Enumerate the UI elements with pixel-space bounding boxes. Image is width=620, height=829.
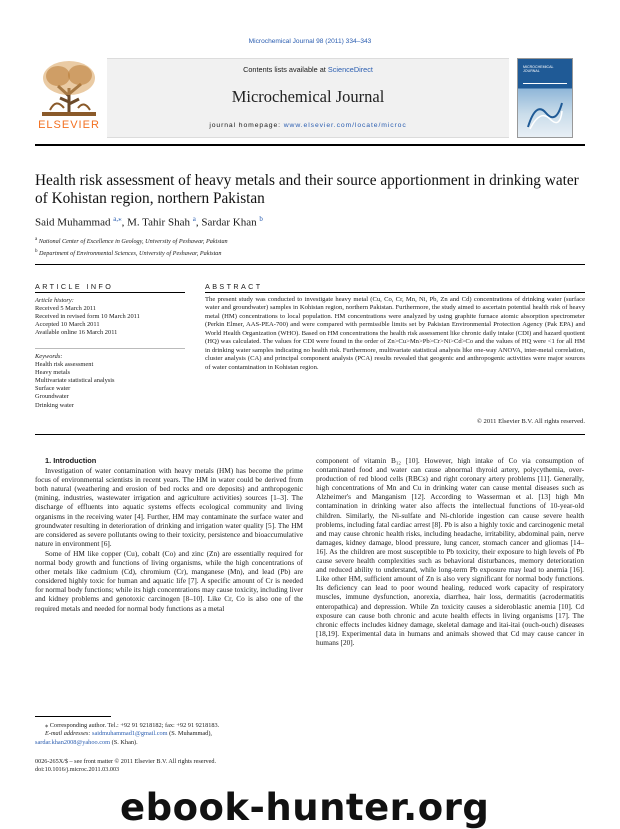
homepage-link[interactable]: www.elsevier.com/locate/microc [283, 122, 407, 129]
keyword: Groundwater [35, 393, 69, 401]
author-separator: , [121, 216, 128, 229]
homepage-prefix: journal homepage: [209, 122, 284, 129]
footnotes [35, 722, 303, 747]
abstract-label: ABSTRACT [205, 282, 263, 291]
keyword: Multivariate statistical analysis [35, 377, 115, 385]
tree-icon [38, 58, 100, 118]
author-marks[interactable]: a [192, 215, 196, 223]
footnote-rule [35, 716, 111, 717]
history-entry: Available online 16 March 2011 [35, 329, 118, 337]
affiliation-list [35, 235, 228, 258]
abstract-rule [205, 292, 585, 293]
sciencedirect-link[interactable]: ScienceDirect [327, 65, 373, 74]
email-owner: (S. Khan). [111, 738, 138, 746]
history-entry: Received in revised form 10 March 2011 [35, 313, 140, 321]
history-heading: Article history: [35, 297, 74, 304]
doi-link[interactable]: doi:10.1016/j.microc.2011.03.003 [35, 766, 120, 774]
section-rule [35, 434, 585, 435]
body-paragraph: Investigation of water contamination with heavy metals (HM) has become the prime focus of environmental scientists in recent years. The HM in water could be derived from both natural (weathering and erosion of bed rocks and ore deposits) and anthropogenic (mining, industries, wastewater irrigation and agriculture activities) sources [1–3]. The discharge of effluents into aquatic systems effects ecological community and living organisms in the receiving water [4]. Further, HM may contaminate the surface water and groundwater resulting in deterioration of drinking and irrigation water quality [5]. The HM are considered as severe pollutants owing to their toxicity, persistence and bioaccumulative nature in environment [6]. [35, 466, 303, 548]
email-label: E-mail addresses: [45, 730, 91, 738]
cover-title: MICROCHEMICAL JOURNAL [523, 65, 554, 74]
corresponding-author-note: ⁎ Corresponding author. Tel.: +92 91 9218182; fax: +92 91 9218183. [45, 722, 220, 729]
journal-title-box [107, 58, 509, 138]
publisher-wordmark: ELSEVIER [38, 119, 100, 131]
email-note [35, 739, 303, 747]
article-history [35, 297, 185, 337]
issn-line: 0026-265X/$ – see front matter © 2011 Elsevier B.V. All rights reserved. [35, 758, 217, 765]
author-name[interactable]: Said Muhammad [35, 216, 111, 229]
author-list [35, 215, 263, 229]
body-paragraph: Some of HM like copper (Cu), cobalt (Co) and zinc (Zn) are essentially required for normal body growth and functions of living organisms, while the high concentrations of other metals like cadmium (Cd), chromium (Cr), manganese (Mn), and lead (Pb) are considered highly toxic for human and aquatic life [7]. A specific amount of Cr is needed for normal body functions; while its high concentrations may cause toxicity, including liver and kidney problems and genotoxic carcinogen [8–10]. Like Cr, Co is also one of the required metals and needed for normal body functions as a metal [35, 548, 303, 613]
abstract-copyright: © 2011 Elsevier B.V. All rights reserved. [476, 418, 585, 425]
email-link[interactable]: sardar.khan2008@yahoo.com [35, 738, 111, 746]
affiliation-text: National Center of Excellence in Geology, University of Peshawar, Pakistan [38, 238, 228, 246]
affiliation-mark: b [35, 248, 38, 254]
affiliation [35, 247, 228, 259]
info-divider [35, 348, 185, 349]
email-note [35, 730, 303, 738]
body-column-left [35, 456, 303, 614]
contents-prefix: Contents lists available at [243, 65, 328, 74]
affiliation-text: Department of Environmental Sciences, University of Peshawar, Pakistan [39, 249, 222, 257]
issn-doi [35, 758, 303, 774]
author-separator: , [195, 216, 202, 229]
author-name[interactable]: M. Tahir Shah [127, 216, 190, 229]
journal-cover-thumbnail [517, 58, 573, 138]
homepage-line [107, 122, 509, 129]
affiliation-mark: a [35, 237, 38, 242]
journal-title: Microchemical Journal [231, 87, 385, 106]
keywords [35, 353, 185, 410]
history-entry: Accepted 10 March 2011 [35, 321, 100, 329]
keyword: Drinking water [35, 401, 74, 409]
article-info-rule [35, 292, 185, 293]
abstract-text: The present study was conducted to investigate heavy metal (Cu, Co, Cr, Mn, Ni, Pb, Zn and Cd) concentrations of drinking water (surface water and groundwater) samples in Kohistan region, northern Pakistan. Furthermore, the study aimed to ascertain potential health risk of heavy metal (HM) concentrations to local population. HM concentrations were analyzed by using graphite furnace atomic absorption spectrometer (Perkin Elmer, AAS-PEA-700) and were compared with permissible limits set by Pakistan Environmental Protection Agency (Pak EPA) and World Health Organization (WHO). Based on HM concentrations the health risk assessment like chronic daily intake (CDI) and hazard quotient (HQ) was calculated. The values for CDI were found in the order of Zn>Cu>Mn>Pb>Cr>Ni>Cd>Co and the values of HQ were <1 for all HM in drinking water samples indicating no health risk. Furthermore, multivariate statistical analysis like one-way ANOVA, inter-metal correlation, cluster analysis (CA) and principal component analysis (PCA) results revealed that geogenic and anthropogenic activities were major sources of water contamination in Kohistan region. [205, 296, 585, 371]
article-title: Health risk assessment of heavy metals and their source apportionment in drinking water of Kohistan region, northern Pakistan [35, 172, 579, 207]
author-marks[interactable]: a,⁎ [113, 215, 122, 223]
journal-citation[interactable]: Microchemical Journal 98 (2011) 334–343 [248, 38, 372, 45]
body-paragraph: component of vitamin B₁₂ [10]. However, high intake of Co via consumption of contaminated food and water can cause abnormal thyroid artery, polycythemia, over-production of red blood cells (RBCs) and right coronary artery problems [11]. Generally, high concentrations of Mn and Cu in drinking water can cause mental diseases such as Alzheimer's and Manganism [12]. According to Wasserman et al. [13] high Mn contamination in drinking water also affects the intellectual functions of 10-year-old children. Similarly, the Ni-sulfate and Ni-chloride ingestion can cause severe health problems, including fatal cardiac arrest [8]. Pb is also a highly toxic and carcinogenic metal and may cause chronic health risks, including headache, irritability, abdominal pain, nerve damages, kidney damage, blood pressure, lung cancer, stomach cancer and gliomas [14–16]. As the children are most susceptible to Pb toxicity, their exposure to high levels of Pb cause severe health complexities such as behavioral disturbances, memory deterioration and reduced ability to understand, while long-term Pb exposure may lead to anemia [16]. Like other HM, sufficient amount of Zn is also very significant for normal body functions. Its deficiency can lead to poor wound healing, reduced work capacity of respiratory muscles, immune dysfunction, anorexia, diarrhea, hair loss, dermatitis (acrodermatitis enteropathica) and depression. While Zn toxicity causes a sideroblastic anemia [10]. Cd exposure can cause both chronic and acute health effects in living organisms [17]. The chronic effects includes kidney damage, skeletal damage and itai-itai (ouch-ouch) diseases [18,19]. Experimental data in humans and animals showed that Cd may cause cancer in humans [20]. [316, 456, 584, 647]
section-rule [35, 264, 585, 265]
affiliation [35, 235, 228, 247]
email-link[interactable]: saidmuhammad1@gmail.com [92, 730, 168, 738]
cover-swirl-icon [526, 97, 564, 131]
section-heading: 1. Introduction [45, 456, 97, 465]
elsevier-logo [35, 58, 103, 136]
cover-divider [523, 83, 567, 84]
article-info-label: ARTICLE INFO [35, 282, 114, 291]
keyword: Health risk assessment [35, 361, 94, 369]
author-name[interactable]: Sardar Khan [201, 216, 257, 229]
masthead-rule [35, 144, 585, 146]
keyword: Heavy metals [35, 369, 70, 377]
masthead [35, 58, 585, 138]
author-marks[interactable]: b [259, 215, 263, 223]
watermark: ebook-hunter.org [120, 786, 490, 829]
email-owner: (S. Muhammad), [169, 730, 213, 738]
keyword: Surface water [35, 385, 71, 393]
body-column-right [316, 456, 584, 648]
contents-line [107, 65, 509, 74]
history-entry: Received 5 March 2011 [35, 305, 96, 313]
keywords-heading: Keywords: [35, 353, 63, 360]
